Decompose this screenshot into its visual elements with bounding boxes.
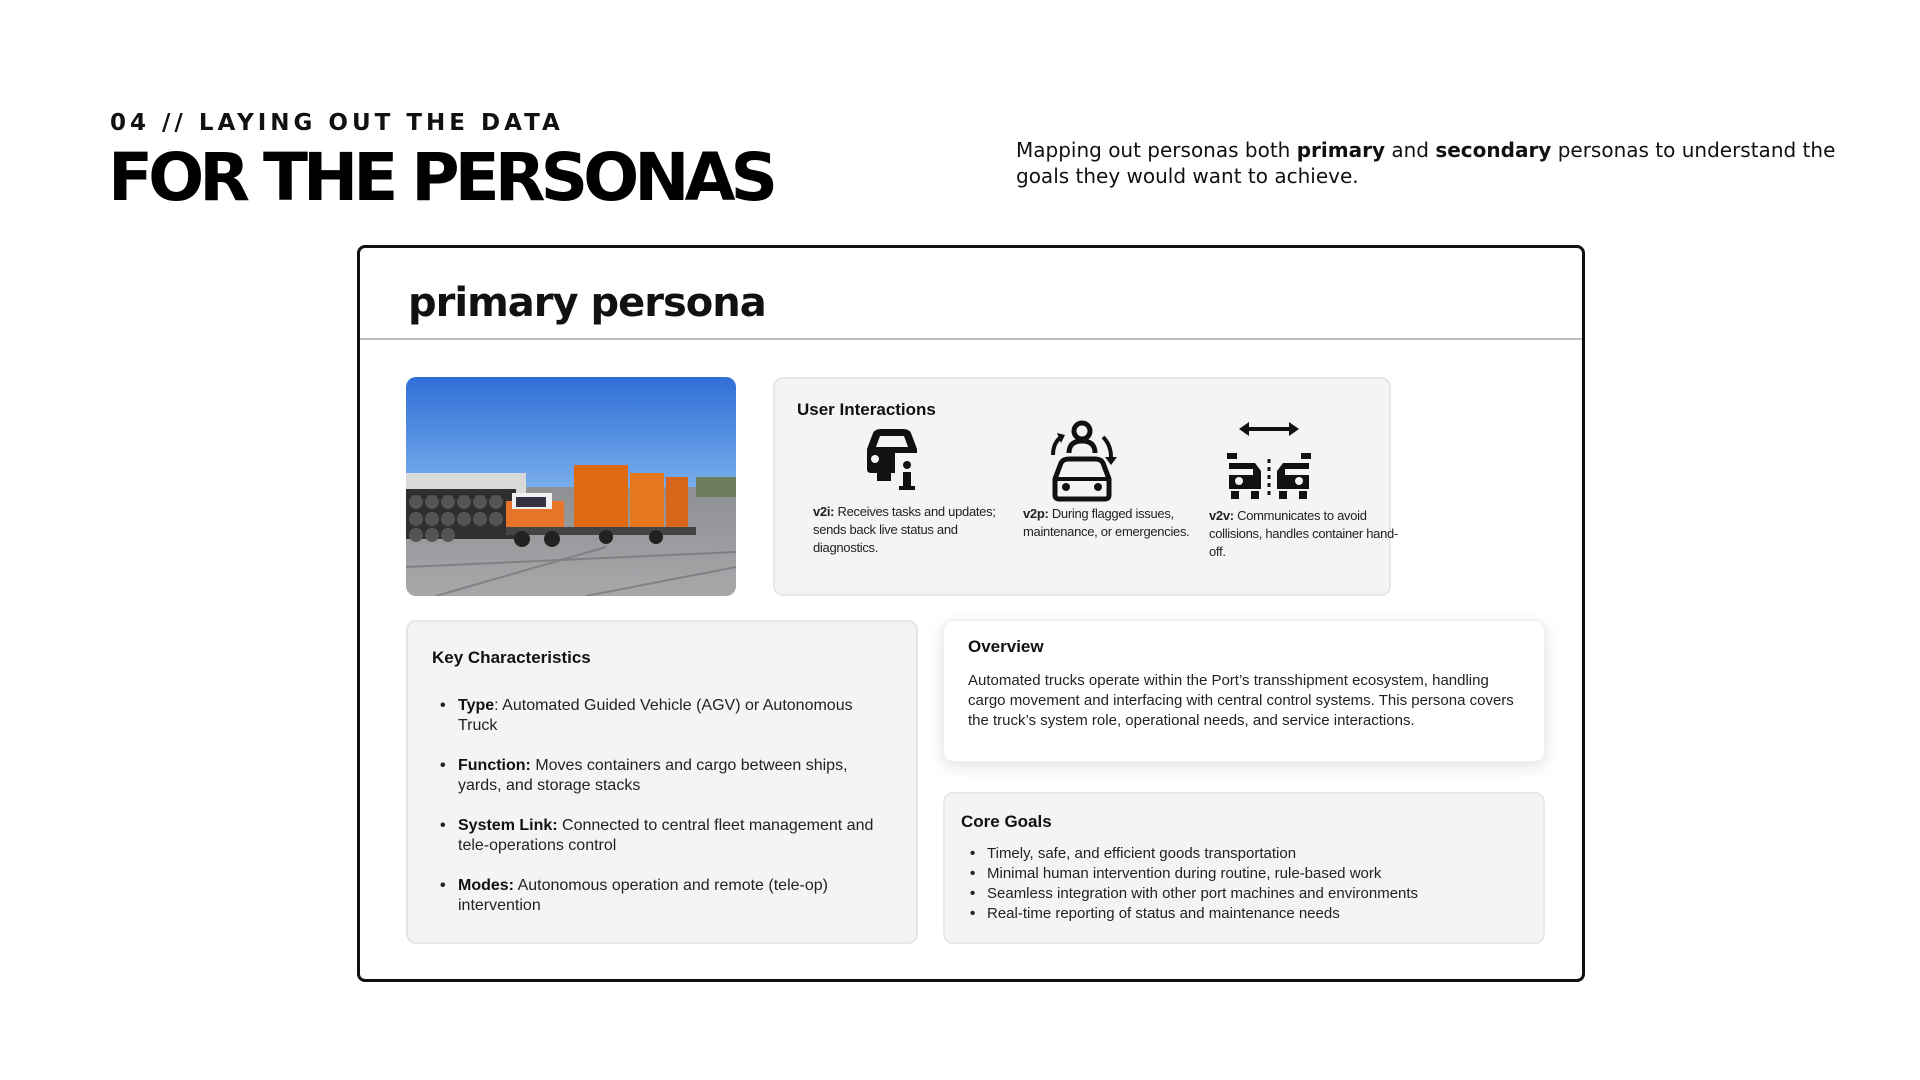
overview-panel <box>943 620 1545 762</box>
list-item: • Real-time reporting of status and maintenance needs <box>961 904 1531 924</box>
list-item: • Function: Moves containers and cargo between ships, yards, and storage stacks <box>432 756 892 796</box>
interaction-v2i-text: v2i: Receives tasks and updates; sends back live status and diagnostics. <box>813 504 996 555</box>
core-goals-heading: Core Goals <box>961 812 1052 831</box>
overview-heading: Overview <box>968 637 1044 656</box>
list-item: • Seamless integration with other port machines and environments <box>961 884 1531 904</box>
page-title: FOR THE PERSONAS <box>108 139 774 216</box>
intro-text: Mapping out personas both primary and secondary personas to understand the goals they would want to achieve. <box>1016 138 1836 188</box>
key-characteristics-panel <box>406 620 918 944</box>
car-info-icon <box>857 425 923 493</box>
user-interactions-heading: User Interactions <box>797 400 936 419</box>
key-characteristics-list <box>432 696 892 936</box>
interaction-v2v-text: v2v: Communicates to avoid collisions, handles container hand-off. <box>1209 508 1398 559</box>
vehicle-to-vehicle-icon <box>1225 419 1315 503</box>
list-item: • System Link: Connected to central fleet management and tele-operations control <box>432 816 892 856</box>
key-characteristics-heading: Key Characteristics <box>432 648 591 667</box>
card-title: primary persona <box>408 280 766 326</box>
persona-card <box>357 245 1585 982</box>
interaction-v2i <box>813 425 1003 557</box>
list-item: • Minimal human intervention during routine, rule-based work <box>961 864 1531 884</box>
section-label: 04 // LAYING OUT THE DATA <box>110 110 564 136</box>
interaction-v2v <box>1209 419 1399 561</box>
interaction-v2p <box>1023 417 1213 541</box>
core-goals-panel <box>943 792 1545 944</box>
card-divider <box>360 338 1582 340</box>
overview-text: Automated trucks operate within the Port’s transshipment ecosystem, handling cargo movement and interfacing with central control systems. This persona covers the truck’s system role, operational needs, and service interactions. <box>968 672 1514 729</box>
car-person-sync-icon <box>1039 417 1125 503</box>
list-item: • Timely, safe, and efficient goods transportation <box>961 844 1531 864</box>
core-goals-list <box>961 844 1531 924</box>
interaction-v2p-text: v2p: During flagged issues, maintenance, or emergencies. <box>1023 506 1190 539</box>
user-interactions-panel <box>773 377 1398 596</box>
list-item: • Modes: Autonomous operation and remote (tele-op) intervention <box>432 876 892 916</box>
autonomous-truck-photo <box>406 377 736 596</box>
list-item: • Type: Automated Guided Vehicle (AGV) or Autonomous Truck <box>432 696 892 736</box>
